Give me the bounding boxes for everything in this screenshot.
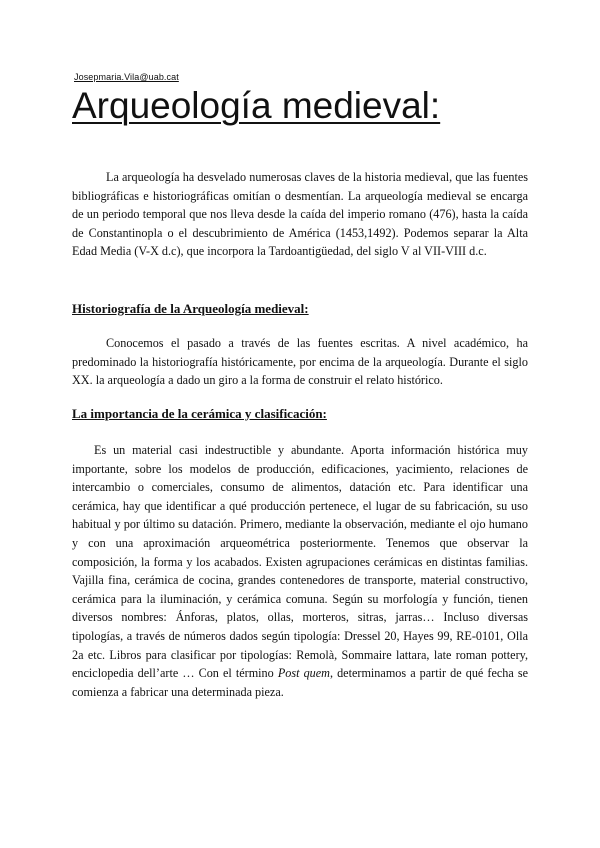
section-heading-historiografia: Historiografía de la Arqueología medieval: (72, 301, 309, 316)
historiografia-paragraph: Conocemos el pasado a través de las fuentes escritas. A nivel académico, ha predominado la historiografía históricamente, por encima de la arqueología. Durante el siglo XX. la arqueología a dado un giro a la forma de construir el relato histórico. (72, 336, 528, 388)
page-title: Arqueología medieval: (72, 85, 441, 126)
intro-paragraph: La arqueología ha desvelado numerosas claves de la historia medieval, que las fuentes bibliográficas e historiográficas omitían o desmentían. La arqueología medieval se encarga de un periodo temporal que nos lleva desde la caída del imperio romano (476), hasta la caída de Constantinopla o el descubrimiento de América (1453,1492). Podemos separar la Alta Edad Media (V-X d.c), que incorpora la Tardoantigüedad, del siglo V al VII-VIII d.c. (72, 170, 528, 259)
ceramica-paragraph (72, 441, 528, 701)
ceramica-text-part2: , determinamos a partir de qué fecha se comienza a fabricar una determinada pieza. (72, 666, 528, 699)
ceramica-text-part1: Es un material casi indestructible y abundante. Aporta información histórica muy importante, sobre los modelos de producción, edificaciones, yacimiento, relaciones de intercambio o comerciales, consumo de alimentos, datación etc. Para identificar una cerámica, hay que identificar a qué producción pertenece, el lugar de su fabricación, su uso habitual y por último su datación. Primero, mediante la observación, mediante el ojo humano y con una aproximación arqueométrica posteriormente. Tenemos que observar la composición, la forma y los acabados. Existen agrupaciones cerámicas en distintas familias. Vajilla fina, cerámica de cocina, grandes contenedores de transporte, material constructivo, cerámica para la iluminación, y cerámica comuna. Según su morfología y función, tienen diversos nombres: Ánforas, platos, ollas, morteros, sitras, jarras… Incluso diversas tipologías, a través de números dados según tipología: Dressel 20, Hayes 99, RE-0101, Olla 2a etc. Libros para clasificar por tipologías: Remolà, Sommaire lattara, late roman pottery, enciclopedia dell’arte … Con el término (72, 443, 528, 681)
section-heading-ceramica: La importancia de la cerámica y clasificación: (72, 406, 327, 421)
author-email-link[interactable]: Josepmaria.Vila@uab.cat (74, 72, 179, 82)
post-quem-term: Post quem (277, 666, 330, 681)
